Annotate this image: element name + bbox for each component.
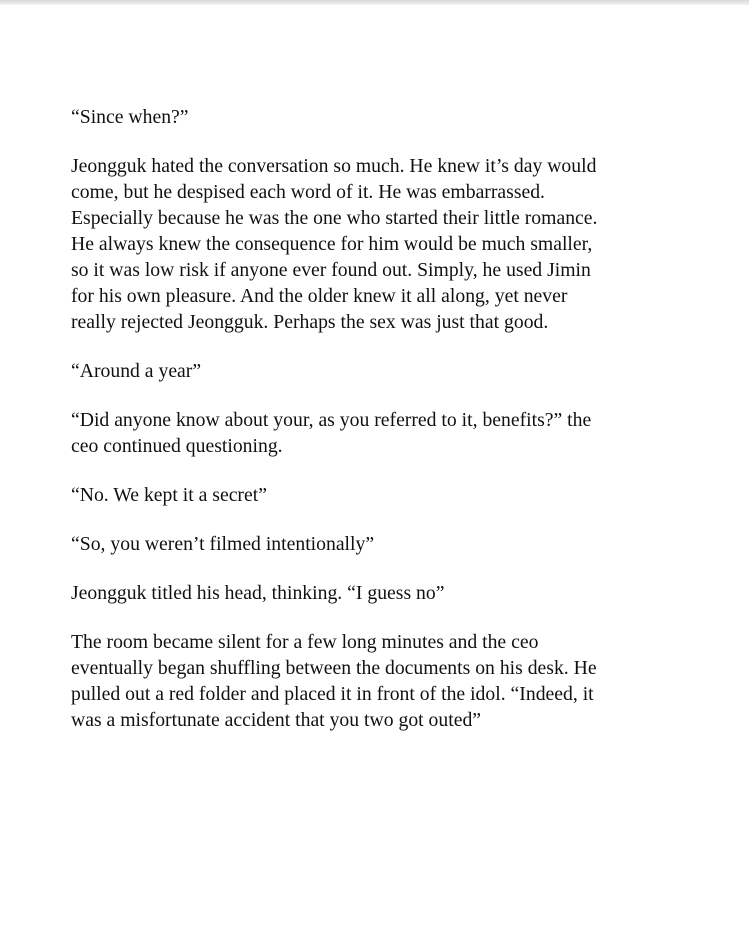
paragraph-answer-secret: “No. We kept it a secret” — [71, 484, 267, 506]
paragraph-jeongguk-guess: Jeongguk titled his head, thinking. “I guess no” — [71, 582, 445, 604]
top-edge-divider — [0, 0, 749, 5]
paragraph-red-folder: The room became silent for a few long minutes and the ceo eventually began shuffling between the documents on his desk. He pulled out a red folder and placed it in front of the idol. “Indeed, it was a misfortunate accident that you two got outed” — [71, 631, 597, 731]
paragraph-question-since-when: “Since when?” — [71, 106, 189, 128]
paragraph-jeongguk-reflection: Jeongguk hated the conversation so much. He knew it’s day would come, but he despised each word of it. He was embarrassed. Especially because he was the one who started their little romance. He always knew the consequence for him would be much smaller, so it was low risk if anyone ever found out. Simply, he used Jimin for his own pleasure. And the older knew it all along, yet never really rejected Jeongguk. Perhaps the sex was just that good. — [71, 155, 598, 333]
paragraph-ceo-question-benefits: “Did anyone know about your, as you referred to it, benefits?” the ceo continued questioning. — [71, 409, 592, 457]
document-body — [71, 104, 721, 756]
paragraph-answer-around-a-year: “Around a year” — [71, 360, 202, 382]
paragraph-not-filmed-intentionally: “So, you weren’t filmed intentionally” — [71, 533, 375, 555]
